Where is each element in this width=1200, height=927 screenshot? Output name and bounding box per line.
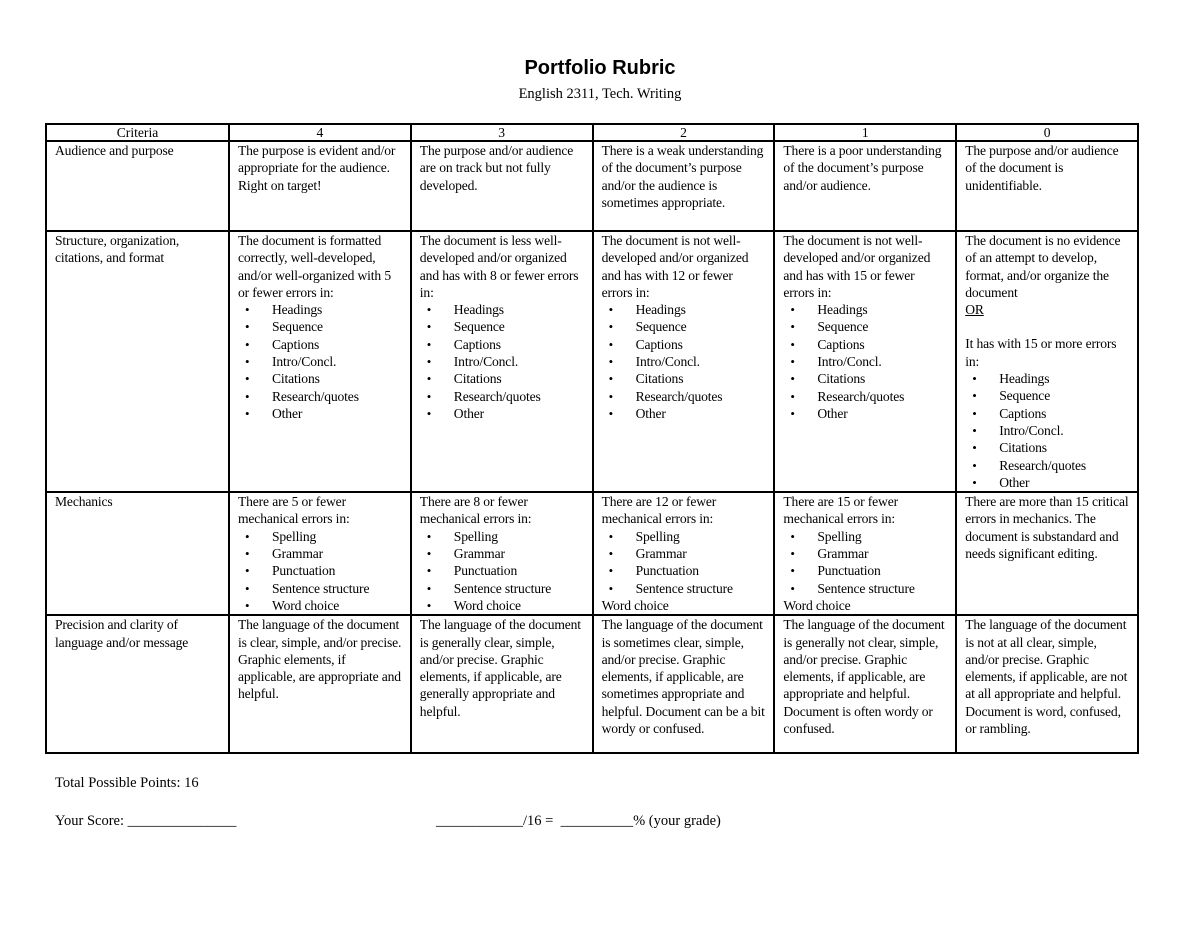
bullet-item: • Headings (817, 301, 947, 318)
or-label: OR (965, 302, 984, 318)
grade-calculation-field[interactable]: ____________/16 = __________% (your grade) (436, 813, 721, 829)
rubric-cell: The language of the document is generally clear, simple, and/or precise. Graphic elements, if applicable, are generally appropriate and helpful. (411, 615, 593, 753)
page-subtitle: English 2311, Tech. Writing (518, 86, 682, 102)
bullet-item: • Captions (999, 405, 1129, 422)
bullet-item: • Headings (272, 301, 402, 318)
bullet-list (420, 528, 584, 614)
header-row (46, 124, 1138, 141)
rubric-cell (593, 492, 775, 615)
cell-text: The document is formatted correctly, well-developed, and/or well-organized with 5 or fewer errors in: (238, 233, 391, 300)
bullet-item: • Grammar (636, 545, 766, 562)
bullet-item: • Other (817, 405, 947, 422)
bullet-item: • Intro/Concl. (999, 422, 1129, 439)
rubric-cell: The language of the document is not at all clear, simple, and/or precise. Graphic elements, if applicable, are not at all appropriate and helpful. Document is word, confused, or rambling. (956, 615, 1138, 753)
rubric-cell: The language of the document is generally not clear, simple, and/or precise. Graphic elements, if applicable, are appropriate and helpful. Document is often wordy or confused. (774, 615, 956, 753)
bullet-item: • Citations (817, 370, 947, 387)
bullet-item: • Intro/Concl. (817, 353, 947, 370)
header-criteria: Criteria (46, 124, 229, 141)
bullet-item: • Sentence structure (272, 580, 402, 597)
cell-text: It has with 15 or more errors in: (965, 336, 1117, 369)
rubric-table (45, 123, 1139, 754)
trailing-text: Word choice (601, 597, 669, 613)
rubric-cell: The purpose is evident and/or appropriate for the audience. Right on target! (229, 141, 411, 231)
bullet-item: • Citations (454, 370, 584, 387)
bullet-item: • Headings (454, 301, 584, 318)
header-score-4: 4 (229, 124, 411, 141)
table-row (46, 492, 1138, 615)
cell-text: There are 5 or fewer mechanical errors in: (238, 494, 350, 527)
bullet-item: • Research/quotes (454, 388, 584, 405)
rubric-cell (411, 231, 593, 492)
bullet-item: • Citations (272, 370, 402, 387)
rubric-cell: The language of the document is sometimes clear, simple, and/or precise. Graphic elements, if applicable, are sometimes appropriate and helpful. Document can be a bit wordy or confused. (593, 615, 775, 753)
bullet-item: • Punctuation (272, 562, 402, 579)
bullet-list (238, 528, 402, 614)
table-row (46, 231, 1138, 492)
your-score-field[interactable]: Your Score: _______________ (55, 813, 237, 829)
rubric-cell: The purpose and/or audience are on track but not fully developed. (411, 141, 593, 231)
bullet-item: • Captions (454, 336, 584, 353)
bullet-item: • Grammar (454, 545, 584, 562)
bullet-item: • Other (454, 405, 584, 422)
bullet-list (602, 301, 766, 422)
rubric-cell (956, 231, 1138, 492)
bullet-item: • Citations (636, 370, 766, 387)
bullet-list (783, 301, 947, 422)
cell-text: The document is no evidence of an attempt to develop, format, and/or organize the document (965, 233, 1121, 300)
bullet-item: • Research/quotes (817, 388, 947, 405)
rubric-cell: There is a poor understanding of the document’s purpose and/or audience. (774, 141, 956, 231)
bullet-item: • Intro/Concl. (454, 353, 584, 370)
total-points: Total Possible Points: 16 (55, 775, 199, 791)
bullet-item: • Sentence structure (636, 580, 766, 597)
bullet-item: • Captions (636, 336, 766, 353)
bullet-item: • Headings (636, 301, 766, 318)
header-score-3: 3 (411, 124, 593, 141)
rubric-cell (411, 492, 593, 615)
rubric-cell (774, 231, 956, 492)
table-row (46, 141, 1138, 231)
criteria-cell: Mechanics (46, 492, 229, 615)
bullet-item: • Captions (272, 336, 402, 353)
header-score-1: 1 (774, 124, 956, 141)
bullet-item: • Punctuation (817, 562, 947, 579)
trailing-text: Word choice (783, 597, 851, 613)
cell-text: There are 15 or fewer mechanical errors in: (783, 494, 898, 527)
bullet-item: • Other (636, 405, 766, 422)
rubric-cell: The purpose and/or audience of the document is unidentifiable. (956, 141, 1138, 231)
header-score-0: 0 (956, 124, 1138, 141)
rubric-cell (593, 231, 775, 492)
bullet-item: • Captions (817, 336, 947, 353)
cell-text: The document is not well-developed and/or organized and has with 15 or fewer errors in: (783, 233, 931, 300)
bullet-item: • Other (999, 474, 1129, 491)
bullet-list (783, 528, 947, 597)
bullet-item: • Research/quotes (272, 388, 402, 405)
bullet-item: • Sequence (999, 387, 1129, 404)
cell-text: The document is less well-developed and/or organized and has with 8 or fewer errors in: (419, 233, 579, 300)
bullet-item: • Sequence (817, 318, 947, 335)
rubric-cell (229, 231, 411, 492)
bullet-item: • Punctuation (454, 562, 584, 579)
bullet-item: • Sequence (636, 318, 766, 335)
bullet-item: • Spelling (454, 528, 584, 545)
rubric-cell (229, 492, 411, 615)
bullet-item: • Spelling (272, 528, 402, 545)
bullet-item: • Research/quotes (999, 457, 1129, 474)
cell-text: The document is not well-developed and/or organized and has with 12 or fewer errors in: (601, 233, 749, 300)
bullet-item: • Sequence (454, 318, 584, 335)
criteria-cell: Precision and clarity of language and/or message (46, 615, 229, 753)
bullet-item: • Word choice (272, 597, 402, 614)
bullet-item: • Spelling (817, 528, 947, 545)
bullet-item: • Spelling (636, 528, 766, 545)
bullet-item: • Citations (999, 439, 1129, 456)
rubric-cell (774, 492, 956, 615)
bullet-list (238, 301, 402, 422)
criteria-cell: Audience and purpose (46, 141, 229, 231)
criteria-cell: Structure, organization, citations, and format (46, 231, 229, 492)
bullet-item: • Other (272, 405, 402, 422)
bullet-item: • Grammar (817, 545, 947, 562)
bullet-item: • Punctuation (636, 562, 766, 579)
cell-text: There are 8 or fewer mechanical errors in: (419, 494, 532, 527)
bullet-item: • Intro/Concl. (636, 353, 766, 370)
bullet-list (420, 301, 584, 422)
rubric-cell: The language of the document is clear, simple, and/or precise. Graphic elements, if applicable, are appropriate and helpful. (229, 615, 411, 753)
rubric-cell: There is a weak understanding of the document’s purpose and/or the audience is sometimes appropriate. (593, 141, 775, 231)
header-score-2: 2 (593, 124, 775, 141)
bullet-item: • Sentence structure (454, 580, 584, 597)
bullet-item: • Sentence structure (817, 580, 947, 597)
bullet-item: • Word choice (454, 597, 584, 614)
bullet-list (602, 528, 766, 597)
bullet-item: • Research/quotes (636, 388, 766, 405)
rubric-cell: There are more than 15 critical errors in mechanics. The document is substandard and needs significant editing. (956, 492, 1138, 615)
table-row (46, 615, 1138, 753)
bullet-list (965, 370, 1129, 491)
page-title: Portfolio Rubric (524, 57, 676, 79)
bullet-item: • Headings (999, 370, 1129, 387)
bullet-item: • Sequence (272, 318, 402, 335)
cell-text: There are 12 or fewer mechanical errors in: (601, 494, 717, 527)
bullet-item: • Intro/Concl. (272, 353, 402, 370)
bullet-item: • Grammar (272, 545, 402, 562)
